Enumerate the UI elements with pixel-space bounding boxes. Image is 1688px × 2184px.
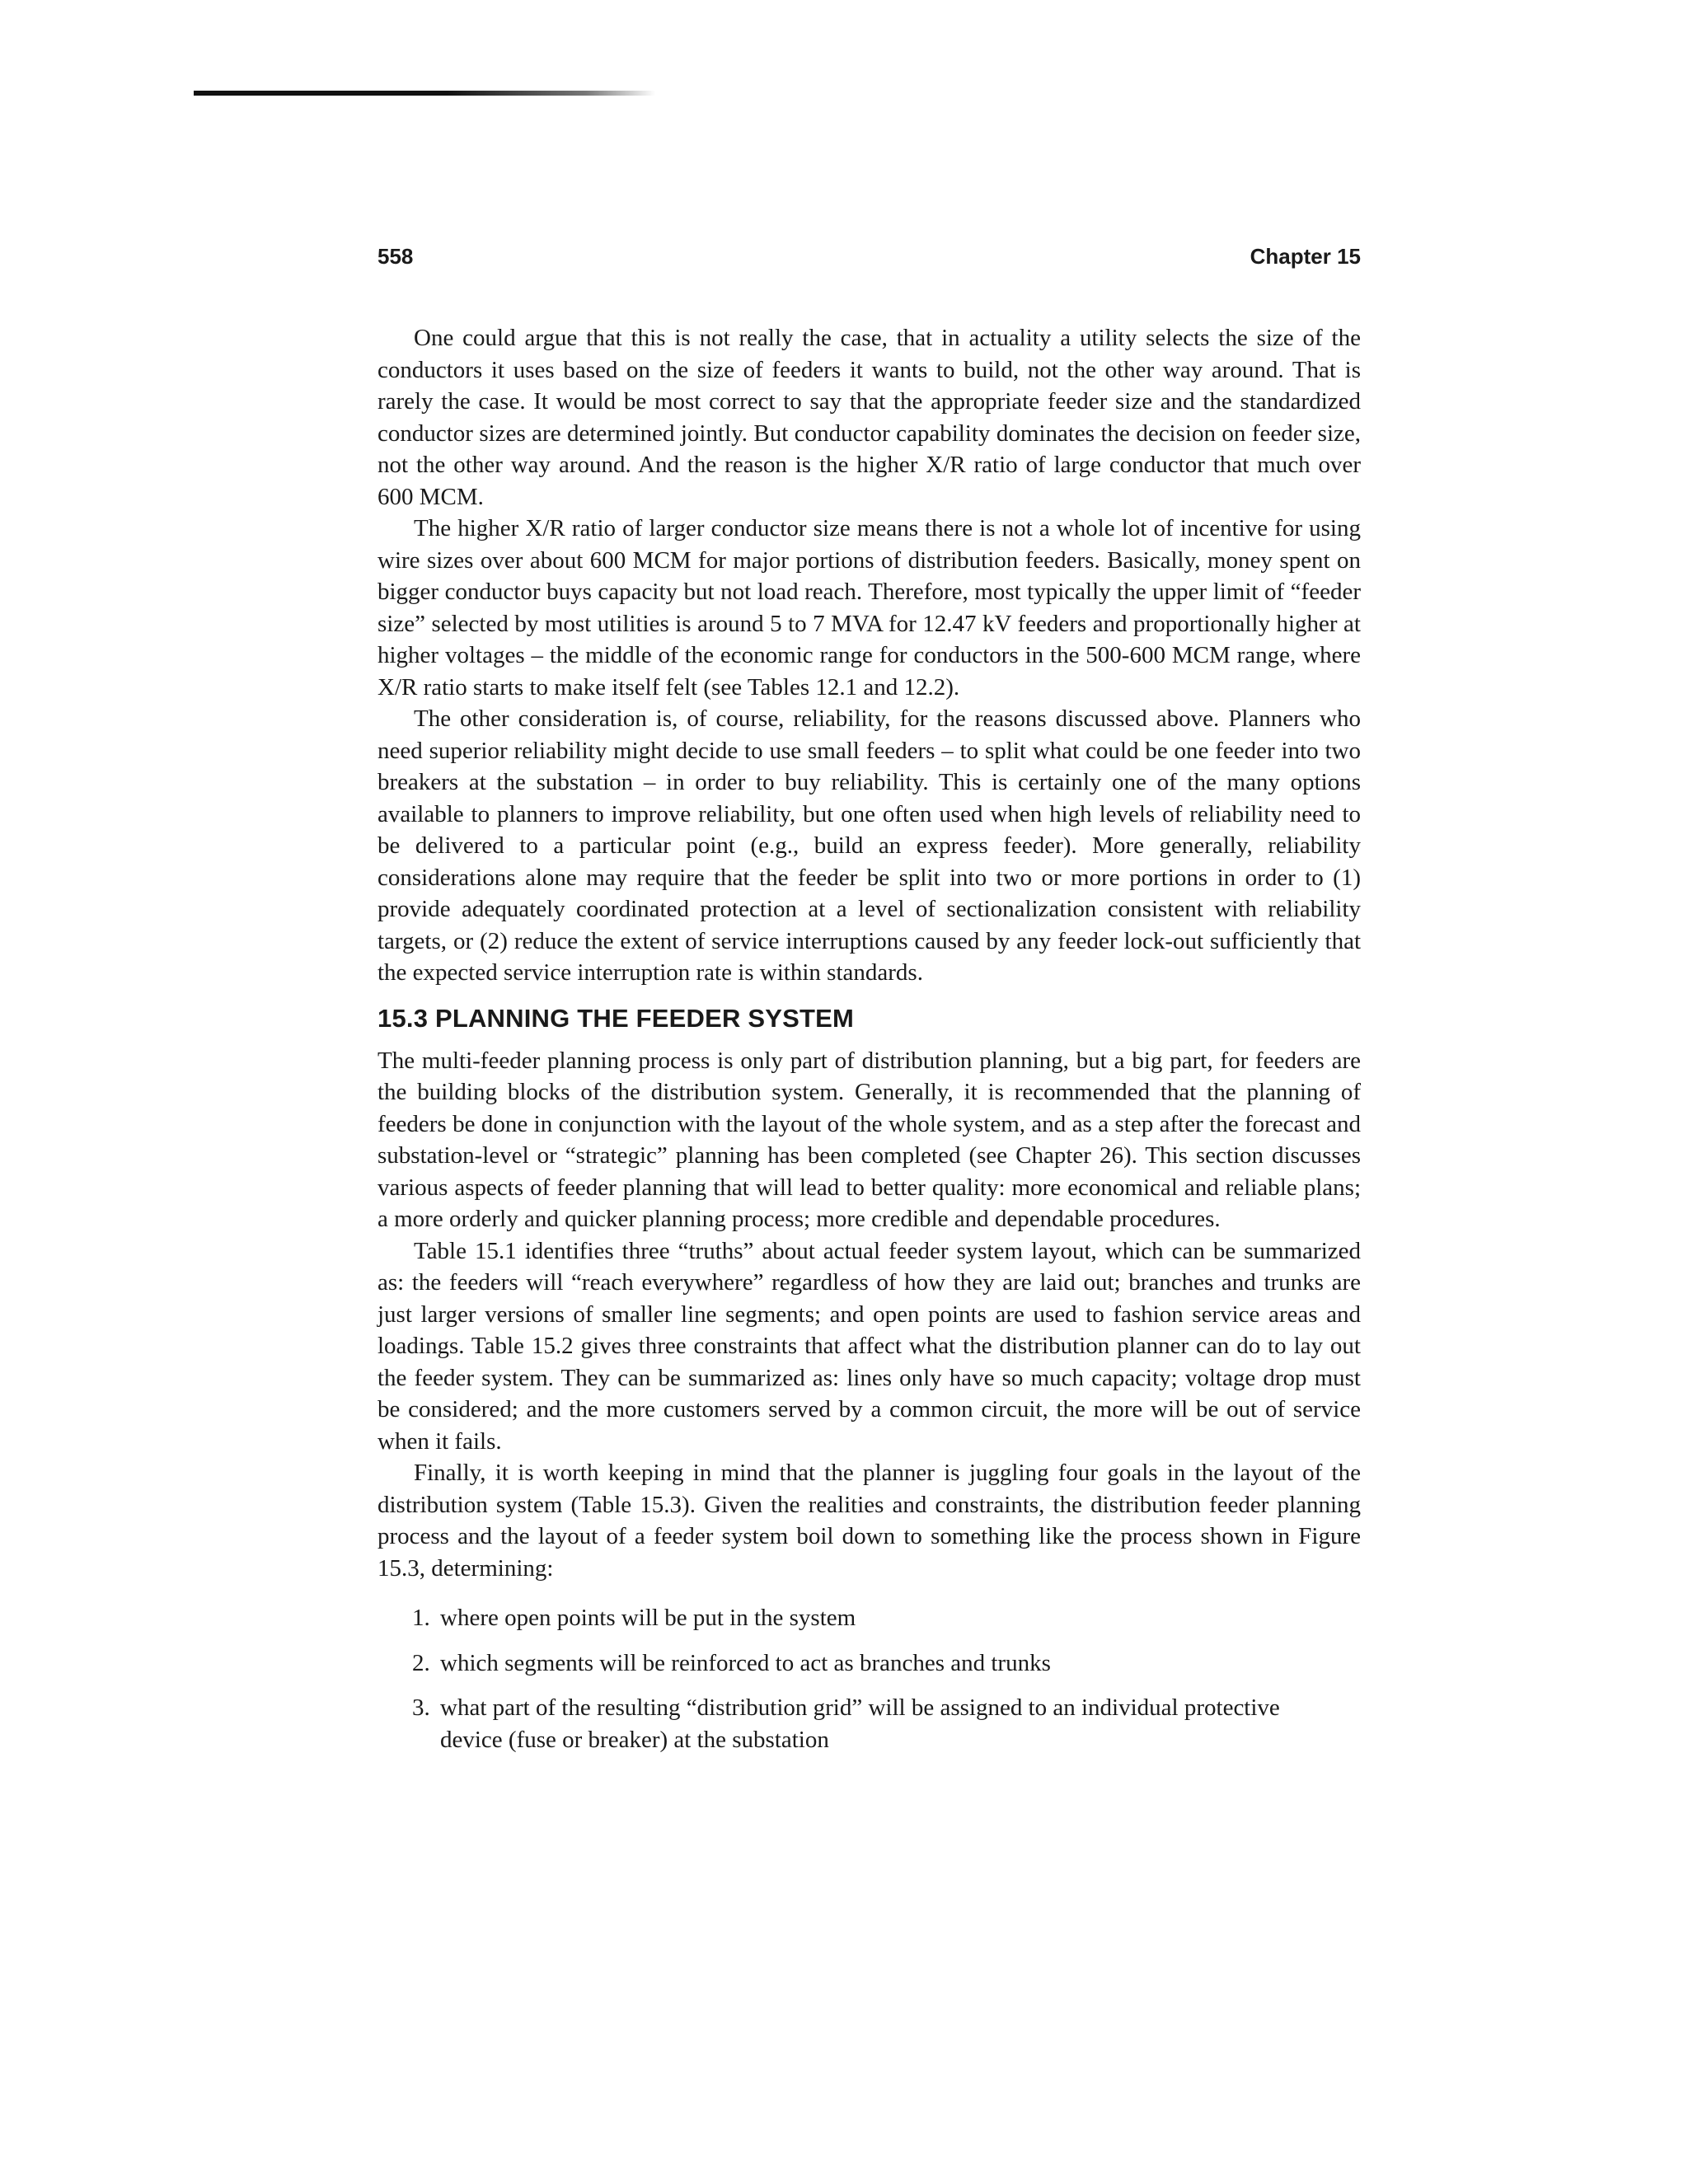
list-item-number: 2.: [412, 1649, 430, 1676]
page-number: 558: [377, 244, 414, 269]
paragraph: Finally, it is worth keeping in mind that the planner is juggling four goals in the layout of the distribution system (Table 15.3). Given the realities and constraints, the distribution feeder planning process and the layout of a feeder system boil down to something like the process shown in Figure 15.3, determining:: [377, 1460, 1361, 1582]
paragraph: The other consideration is, of course, reliability, for the reasons discussed above. Planners who need superior reliability might decide to use small feeders – to split what could be one feeder into two breakers at the substation – in order to buy reliability. This is certainly one of the many options available to planners to improve reliability, but one often used when high levels of reliability need to be delivered to a particular point (e.g., build an express feeder). More generally, reliability considerations alone may require that the feeder be split into two or more portions in order to (1) provide adequately coordinated protection at a level of sectionalization consistent with reliability targets, or (2) reduce the extent of service interruptions caused by any feeder lock-out sufficiently that the expected service interruption rate is within standards.: [377, 705, 1361, 986]
chapter-title: Chapter 15: [1250, 244, 1361, 269]
list-item-number: 3.: [412, 1694, 430, 1721]
paragraph: Table 15.1 identifies three “truths” about actual feeder system layout, which can be summarized as: the feeders will “reach everywhere” regardless of how they are laid out; branches and trunks are just larger versions of smaller line segments; and open points are used to fashion service areas and loadings. Table 15.2 gives three constraints that affect what the distribution planner can do to lay out the feeder system. They can be summarized as: lines only have so much capacity; voltage drop must be considered; and the more customers served by a common circuit, the more will be out of service when it fails.: [377, 1237, 1361, 1455]
list-item: [412, 1647, 1319, 1680]
numbered-list: [377, 1602, 1361, 1755]
paragraph: One could argue that this is not really the case, that in actuality a utility selects the size of the conductors it uses based on the size of feeders it wants to build, not the other way around. That is rarely the case. It would be most correct to say that the appropriate feeder size and the standardized conductor sizes are determined jointly. But conductor capability dominates the decision on feeder size, not the other way around. And the reason is the higher X/R ratio of large conductor that much over 600 MCM.: [377, 325, 1361, 510]
paragraph: The multi-feeder planning process is only part of distribution planning, but a big part, for feeders are the building blocks of the distribution system. Generally, it is recommended that the planning of feeders be done in conjunction with the layout of the whole system, and as a step after the forecast and substation-level or “strategic” planning has been completed (see Chapter 26). This section discusses various aspects of feeder planning that will lead to better quality: more economical and reliable plans; a more orderly and quicker planning process; more credible and dependable procedures.: [377, 1047, 1361, 1232]
paragraph: The higher X/R ratio of larger conductor size means there is not a whole lot of incentive for using wire sizes over about 600 MCM for major portions of distribution feeders. Basically, money spent on bigger conductor buys capacity but not load reach. Therefore, most typically the upper limit of “feeder size” selected by most utilities is around 5 to 7 MVA for 12.47 kV feeders and proportionally higher at higher voltages – the middle of the economic range for conductors in the 500-600 MCM range, where X/R ratio starts to make itself felt (see Tables 12.1 and 12.2).: [377, 515, 1361, 701]
list-item: [412, 1692, 1319, 1755]
list-item-text: where open points will be put in the system: [440, 1605, 856, 1631]
list-item-text: what part of the resulting “distribution grid” will be assigned to an individual protective device (fuse or breaker) at the substation: [440, 1694, 1280, 1753]
page-content: [377, 244, 1361, 1769]
list-item-text: which segments will be reinforced to act as branches and trunks: [440, 1649, 1051, 1676]
body-text: [377, 322, 1361, 1755]
list-item-number: 1.: [412, 1605, 430, 1631]
list-item: [412, 1602, 1319, 1634]
running-head: [377, 244, 1361, 269]
header-rule: [194, 91, 655, 96]
section-heading: 15.3 PLANNING THE FEEDER SYSTEM: [377, 1003, 855, 1033]
